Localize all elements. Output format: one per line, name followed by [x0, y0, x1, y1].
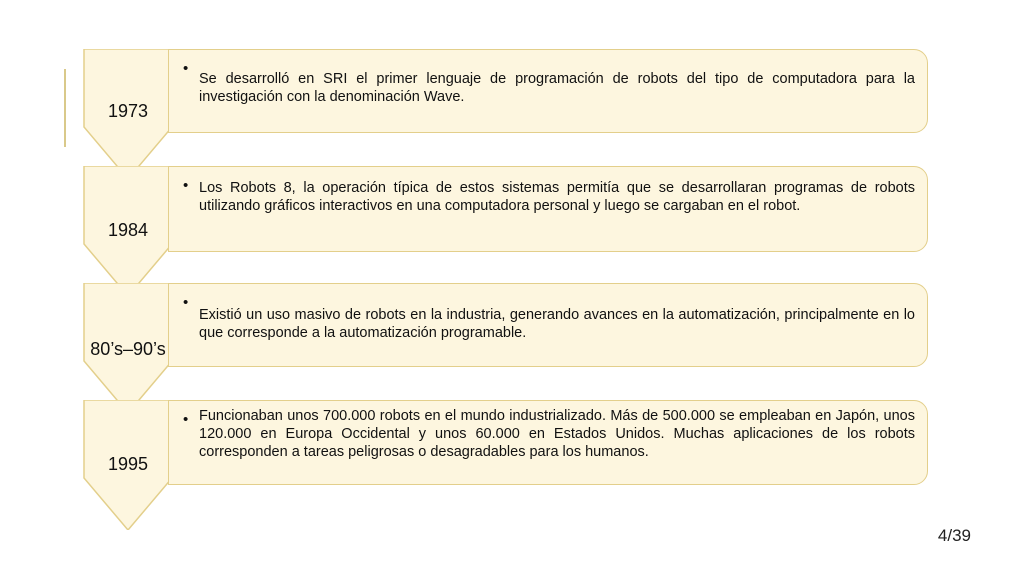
year-label: 1995 [107, 454, 149, 474]
bullet-icon: • [183, 60, 189, 77]
timeline-row [0, 283, 1024, 413]
year-label: 1973 [107, 101, 149, 121]
description-text: Los Robots 8, la operación típica de estos sistemas permitía que se desarrollaran programas de robots utilizando gráficos interactivos en una computadora personal y luego se cargaban en el robot. [199, 180, 915, 214]
description-box [168, 400, 928, 485]
timeline-row [0, 400, 1024, 530]
timeline-row [0, 166, 1024, 296]
year-label: 1984 [107, 220, 149, 240]
description-box [168, 283, 928, 367]
description-box [168, 49, 928, 133]
bullet-icon: • [183, 411, 189, 428]
timeline-row [0, 49, 1024, 179]
bullet-icon: • [183, 294, 189, 311]
description-box [168, 166, 928, 252]
year-label: 80’s–90’s [90, 339, 166, 359]
description-text: Se desarrolló en SRI el primer lenguaje de programación de robots del tipo de computadora para la investigación con la denominación Wave. [199, 71, 915, 105]
description-text: Existió un uso masivo de robots en la industria, generando avances en la automatización, principalmente en lo que corresponde a la automatización programable. [199, 307, 915, 341]
description-text: Funcionaban unos 700.000 robots en el mundo industrializado. Más de 500.000 se empleaban en Japón, unos 120.000 en Europa Occidental y unos 60.000 en Estados Unidos. Muchas aplicaciones de los robots corresponden a tareas peligrosas o desagradables para los humanos. [199, 408, 915, 460]
page-number: 4/39 [937, 526, 971, 545]
bullet-icon: • [183, 177, 189, 194]
